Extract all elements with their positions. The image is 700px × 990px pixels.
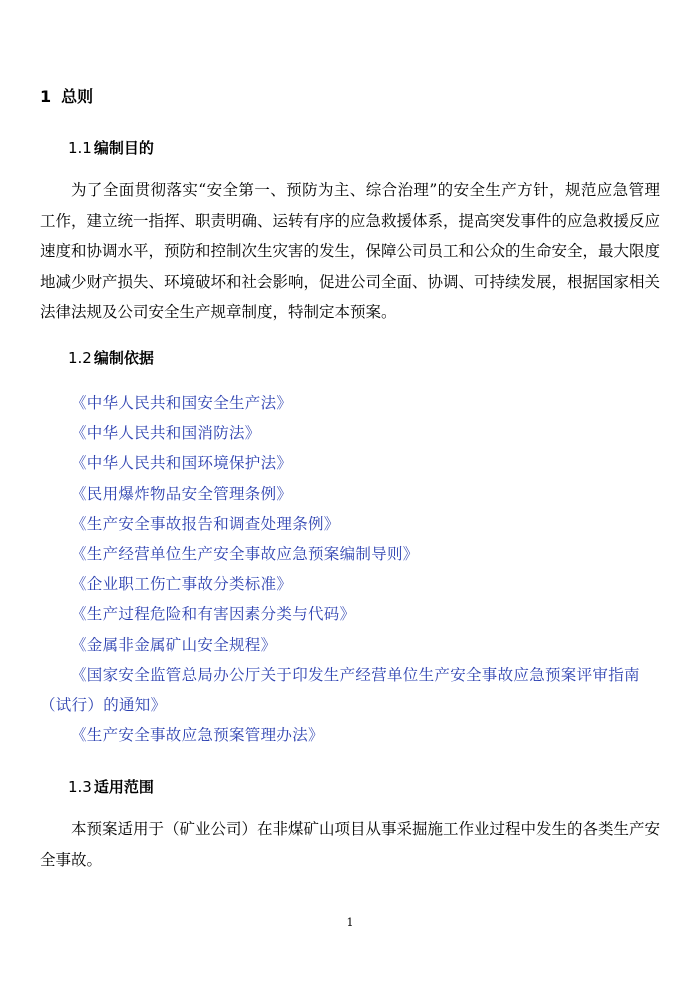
page-number: 1 [346,916,354,929]
reference-item[interactable]: 《生产安全事故报告和调查处理条例》 [71,514,340,533]
subsection-heading-purpose [68,137,154,159]
reference-item[interactable]: 《生产安全事故应急预案管理办法》 [71,726,324,745]
subsection-title: 编制依据 [93,349,154,367]
purpose-paragraph: 为了全面贯彻落实“安全第一、预防为主、综合治理”的安全生产方针，规范应急管理工作，建立统一指挥、职责明确、运转有序的应急救援体系，提高突发事件的应急救援反应速度和协调水平，预防和控制次生灾害的发生，保障公司员工和公众的生命安全，最大限度地减少财产损失、环境破坏和社会影响，促进公司全面、协调、可持续发展，根据国家相关法律法规及公司安全生产规章制度，特制定本预案。 [40,181,661,321]
subsection-title: 适用范围 [93,778,154,796]
subsection-title: 编制目的 [93,139,154,157]
subsection-heading-scope [68,776,154,798]
reference-item[interactable]: 《中华人民共和国消防法》 [71,424,261,443]
section-title: 总则 [61,87,94,106]
reference-list [40,388,664,750]
section-heading-general [40,86,93,108]
reference-item[interactable]: 《民用爆炸物品安全管理条例》 [71,484,293,503]
reference-item[interactable]: 《生产经营单位生产安全事故应急预案编制导则》 [71,545,419,564]
reference-item[interactable]: 《企业职工伤亡事故分类标准》 [71,575,293,594]
reference-item[interactable]: 《中华人民共和国环境保护法》 [71,454,293,473]
subsection-heading-basis [68,347,154,369]
subsection-number: 1.1 [68,139,92,157]
reference-item[interactable]: 《国家安全监管总局办公厅关于印发生产经营单位生产安全事故应急预案评审指南（试行）的通知》 [40,665,640,715]
reference-item[interactable]: 《中华人民共和国安全生产法》 [71,394,293,412]
subsection-number: 1.2 [68,349,92,367]
section-number: 1 [40,87,52,106]
subsection-number: 1.3 [68,778,92,796]
scope-paragraph: 本预案适用于（矿业公司）在非煤矿山项目从事采掘施工作业过程中发生的各类生产安全事故。 [40,820,661,869]
reference-item[interactable]: 《生产过程危险和有害因素分类与代码》 [71,605,356,624]
reference-item[interactable]: 《金属非金属矿山安全规程》 [71,635,277,654]
